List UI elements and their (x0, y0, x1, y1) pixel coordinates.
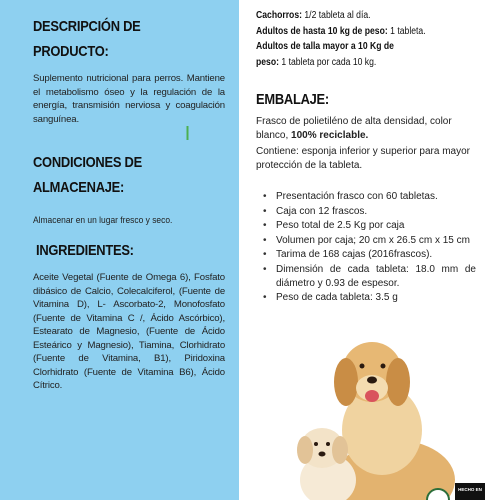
list-item: • Peso total de 2.5 Kg por caja (262, 219, 476, 233)
dosis-block (256, 8, 458, 70)
embalaje-heading: EMBALAJE: (256, 91, 329, 108)
embalaje-text-1: Frasco de polietiléno de alta densidad, color blanco, 100% reciclable. (256, 116, 452, 141)
list-item: • Dimensión de cada tableta: 18.0 mm de diámetro y 0.93 de espesor. (262, 263, 476, 290)
green-tick-icon (186, 126, 189, 140)
list-item: • Caja con 12 frascos. (262, 205, 476, 219)
list-item: • Peso de cada tableta: 3.5 g (262, 291, 476, 305)
list-item: • Volumen por caja; 20 cm x 26.5 cm x 15 cm (262, 234, 476, 248)
dosis-line-peso: peso: 1 tableta por cada 10 kg. (256, 56, 377, 68)
condiciones-heading: CONDICIONES DE ALMACENAJE: (33, 154, 142, 196)
dogs-photo (290, 330, 500, 500)
ingredientes-heading: INGREDIENTES: (36, 242, 134, 259)
dosis-line-adultos-mayor: Adultos de talla mayor a 10 Kg de (256, 41, 394, 52)
descripcion-text: Suplemento nutricional para perros. Mantiene el metabolismo óseo y la regulación de la energía, transmisión nerviosa y coagulación sanguínea. (33, 73, 225, 125)
list-item: • Presentación frasco con 60 tabletas. (262, 190, 476, 204)
dosis-line-cachorros: Cachorros: 1/2 tableta al día. (256, 10, 371, 21)
embalaje-bullet-list (262, 190, 476, 306)
ingredientes-text: Aceite Vegetal (Fuente de Omega 6), Fosfato dibásico de Calcio, Colecalciferol, (Fuente de Vitamina D), L- Ascorbato-2, Monofosfato (Fuente de Vitamina C /, Ácido Ascórbico), Estearato de Magnesio, (Fuente de Ácido Esteárico y Magnesio), Tiamina, Clorhidrato (Fuente de Vitamina, B1), Piridoxina Clorhidrato (Fuente de Vitamina B6), Ácido Cítrico. (33, 272, 225, 391)
descripcion-heading: DESCRIPCIÓN DE PRODUCTO: (33, 18, 141, 60)
list-item: • Tarima de 168 cajas (2016frascos). (262, 248, 476, 262)
condiciones-text: Almacenar en un lugar fresco y seco. (33, 215, 173, 226)
dosis-line-adultos-10kg: Adultos de hasta 10 kg de peso: 1 tableta. (256, 25, 426, 37)
embalaje-text-2: Contiene: esponja inferior y superior para mayor protección de la tableta. (256, 146, 470, 171)
hecho-en-badge: HECHO EN (455, 483, 485, 500)
